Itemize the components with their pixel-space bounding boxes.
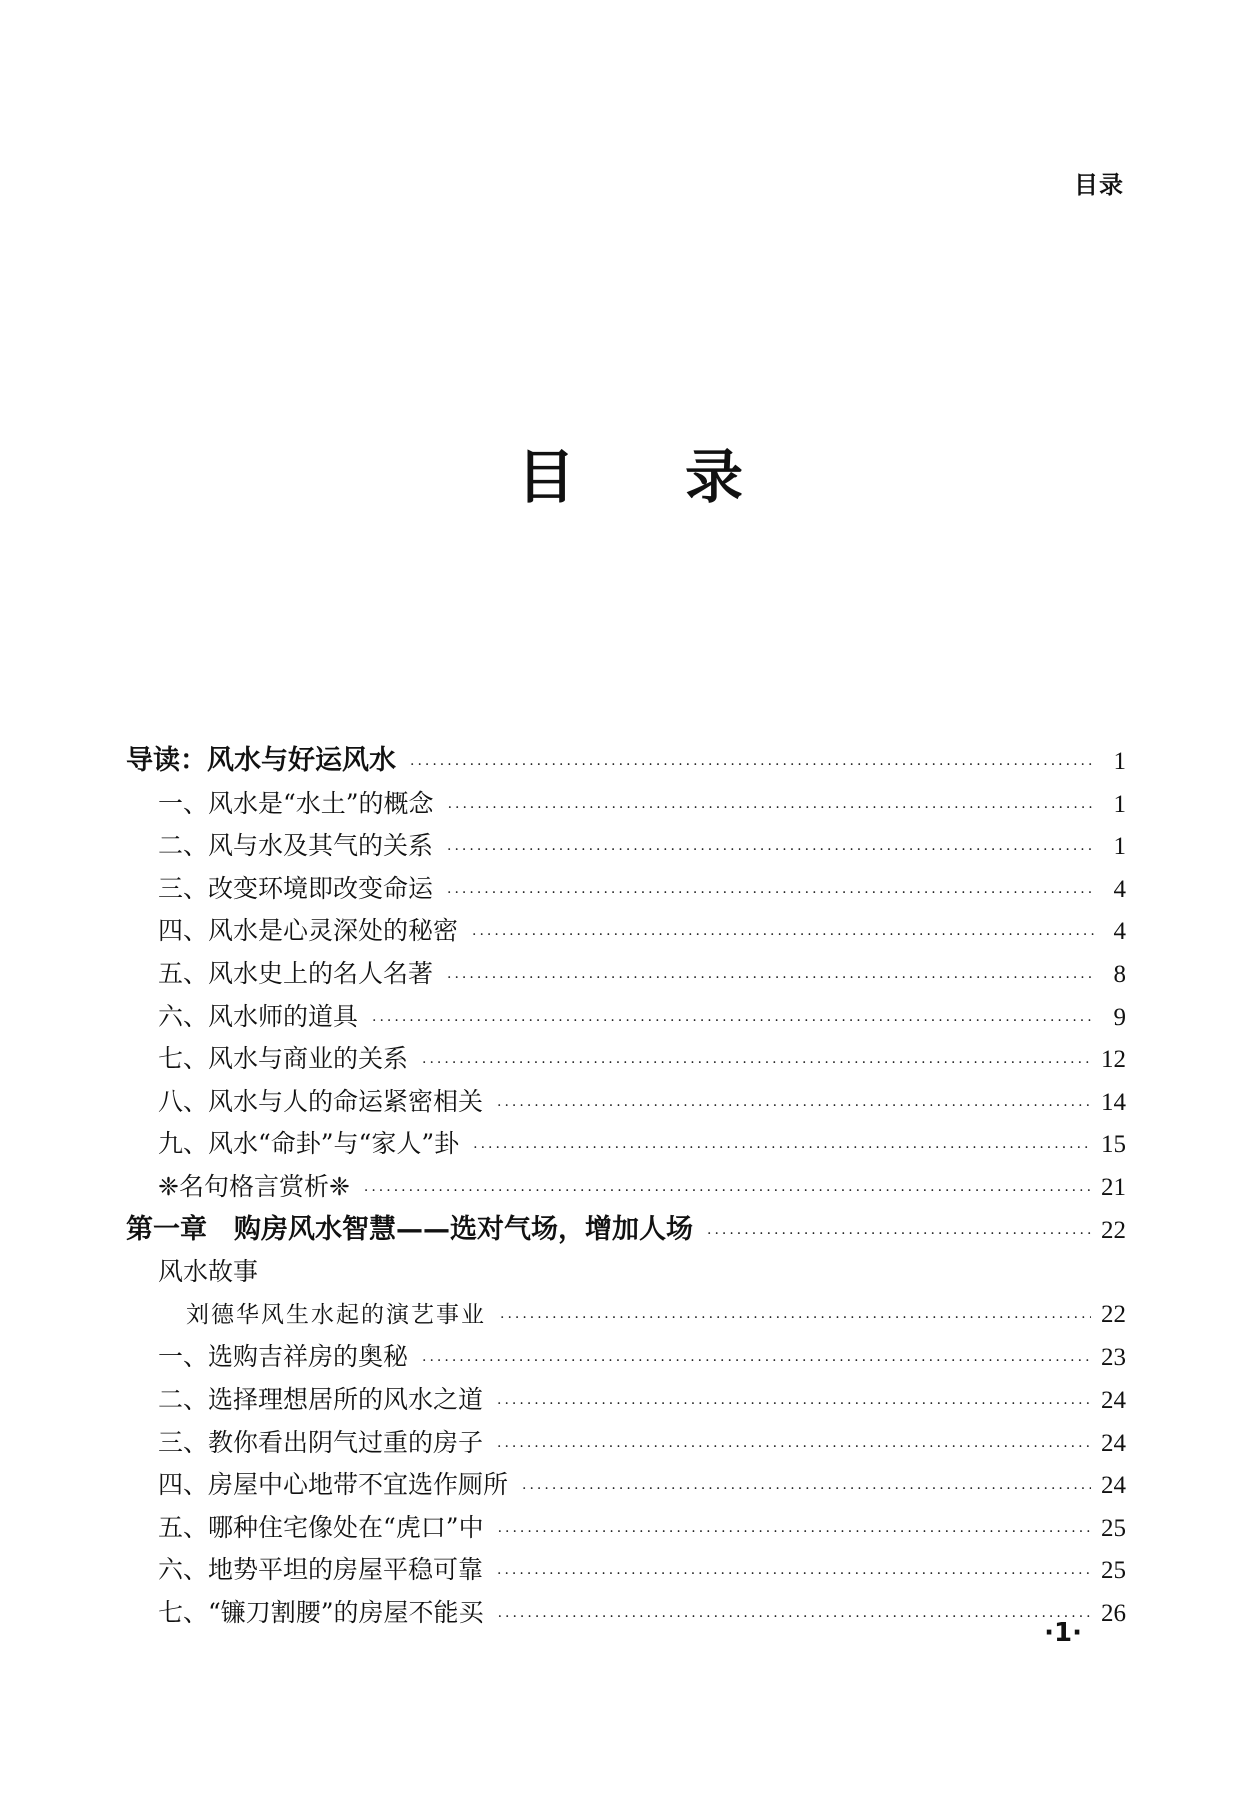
toc-dot-leader — [410, 744, 1094, 787]
toc-dot-leader — [497, 1383, 1091, 1426]
toc-entry-label: ❈名句格言赏析❈ — [158, 1171, 350, 1201]
table-of-contents — [126, 740, 1126, 1634]
toc-entry-page-number: 24 — [1101, 1386, 1126, 1414]
toc-entry-label: 五、哪种住宅像处在“虎口”中 — [158, 1512, 484, 1542]
toc-chapter-entry[interactable] — [126, 1209, 1126, 1252]
toc-entry-page-number: 8 — [1113, 960, 1126, 988]
toc-entry-label: 一、风水是“水土”的概念 — [158, 788, 434, 818]
toc-entry-page-number: 4 — [1113, 918, 1126, 946]
toc-section-entry[interactable] — [126, 1464, 1126, 1507]
toc-section-entry[interactable] — [126, 1379, 1126, 1422]
toc-dot-leader — [522, 1468, 1091, 1511]
toc-dot-leader — [447, 872, 1094, 915]
toc-section-entry[interactable] — [126, 1081, 1126, 1124]
toc-entry-page-number: 4 — [1113, 875, 1126, 903]
toc-dot-leader — [497, 1426, 1091, 1469]
toc-dot-leader — [448, 787, 1094, 830]
toc-entry-page-number: 1 — [1113, 748, 1126, 775]
toc-entry-page-number: 25 — [1101, 1557, 1126, 1585]
toc-dot-leader — [498, 1511, 1091, 1554]
toc-section-entry[interactable] — [126, 1336, 1126, 1379]
toc-section-entry[interactable] — [126, 1166, 1126, 1209]
toc-section-entry[interactable] — [126, 1592, 1126, 1635]
page-number: ·1· — [1044, 1618, 1082, 1648]
toc-section-entry[interactable] — [126, 910, 1126, 953]
toc-entry-label: 七、“镰刀割腰”的房屋不能买 — [158, 1597, 484, 1627]
toc-dot-leader — [473, 1127, 1091, 1170]
toc-entry-label: 六、地势平坦的房屋平稳可靠 — [158, 1555, 484, 1585]
toc-entry-label: 四、风水是心灵深处的秘密 — [158, 916, 459, 946]
toc-entry-page-number: 15 — [1101, 1131, 1126, 1159]
toc-section-entry[interactable] — [126, 953, 1126, 996]
toc-entry-page-number: 21 — [1101, 1173, 1126, 1201]
toc-dot-leader — [498, 1596, 1091, 1639]
toc-dot-leader — [422, 1340, 1091, 1383]
toc-entry-label: 四、房屋中心地带不宜选作厕所 — [158, 1470, 509, 1500]
toc-dot-leader — [447, 829, 1094, 872]
toc-section-entry[interactable] — [126, 825, 1126, 868]
toc-entry-page-number: 12 — [1101, 1046, 1126, 1074]
toc-entry-page-number: 23 — [1101, 1344, 1126, 1372]
toc-dot-leader — [497, 1553, 1091, 1596]
toc-dot-leader — [364, 1170, 1091, 1213]
toc-section-entry[interactable] — [126, 1507, 1126, 1550]
toc-section-entry[interactable] — [126, 1422, 1126, 1465]
toc-entry-label: 导读：风水与好运风水 — [126, 745, 396, 776]
toc-dot-leader — [422, 1042, 1091, 1085]
toc-section-entry[interactable] — [126, 1038, 1126, 1081]
toc-section-entry[interactable] — [126, 1123, 1126, 1166]
toc-section-entry[interactable] — [126, 1251, 1126, 1294]
toc-dot-leader — [500, 1297, 1091, 1340]
toc-entry-label: 九、风水“命卦”与“家人”卦 — [158, 1129, 460, 1159]
toc-entry-label: 三、教你看出阴气过重的房子 — [158, 1427, 484, 1457]
toc-dot-leader — [497, 1085, 1091, 1128]
toc-entry-label: 二、选择理想居所的风水之道 — [158, 1384, 484, 1414]
toc-chapter-entry[interactable] — [126, 740, 1126, 783]
toc-story-entry[interactable] — [126, 1294, 1126, 1337]
toc-entry-label: 一、选购吉祥房的奥秘 — [158, 1342, 409, 1372]
toc-entry-label: 三、改变环境即改变命运 — [158, 873, 434, 903]
toc-entry-page-number: 9 — [1113, 1003, 1126, 1031]
toc-dot-leader — [447, 957, 1094, 1000]
toc-entry-page-number: 1 — [1113, 790, 1126, 818]
page-title-char-1: 目 — [516, 443, 575, 511]
toc-entry-page-number: 26 — [1101, 1599, 1126, 1627]
toc-entry-page-number: 25 — [1101, 1514, 1126, 1542]
toc-entry-label: 刘德华风生水起的演艺事业 — [186, 1301, 486, 1328]
toc-section-entry[interactable] — [126, 1549, 1126, 1592]
toc-entry-page-number: 22 — [1101, 1300, 1126, 1328]
toc-entry-label: 八、风水与人的命运紧密相关 — [158, 1086, 484, 1116]
toc-dot-leader — [707, 1213, 1091, 1256]
toc-entry-page-number: 24 — [1101, 1472, 1126, 1500]
toc-entry-label: 七、风水与商业的关系 — [158, 1044, 409, 1074]
toc-section-entry[interactable] — [126, 868, 1126, 911]
toc-section-entry[interactable] — [126, 783, 1126, 826]
running-header: 目录 — [1074, 171, 1124, 199]
toc-section-entry[interactable] — [126, 996, 1126, 1039]
toc-dot-leader — [472, 914, 1094, 957]
toc-entry-page-number: 14 — [1101, 1088, 1126, 1116]
toc-entry-page-number: 22 — [1101, 1216, 1126, 1244]
page-title-char-2: 录 — [685, 443, 744, 511]
toc-entry-label: 六、风水师的道具 — [158, 1001, 359, 1031]
page-title — [0, 443, 1260, 511]
toc-entry-label: 二、风与水及其气的关系 — [158, 831, 434, 861]
toc-entry-label: 风水故事 — [158, 1257, 259, 1287]
toc-entry-page-number: 24 — [1101, 1429, 1126, 1457]
toc-dot-leader — [372, 1000, 1094, 1043]
toc-entry-label: 第一章 购房风水智慧——选对气场，增加人场 — [126, 1213, 693, 1245]
toc-entry-page-number: 1 — [1113, 833, 1126, 861]
toc-entry-label: 五、风水史上的名人名著 — [158, 958, 434, 988]
